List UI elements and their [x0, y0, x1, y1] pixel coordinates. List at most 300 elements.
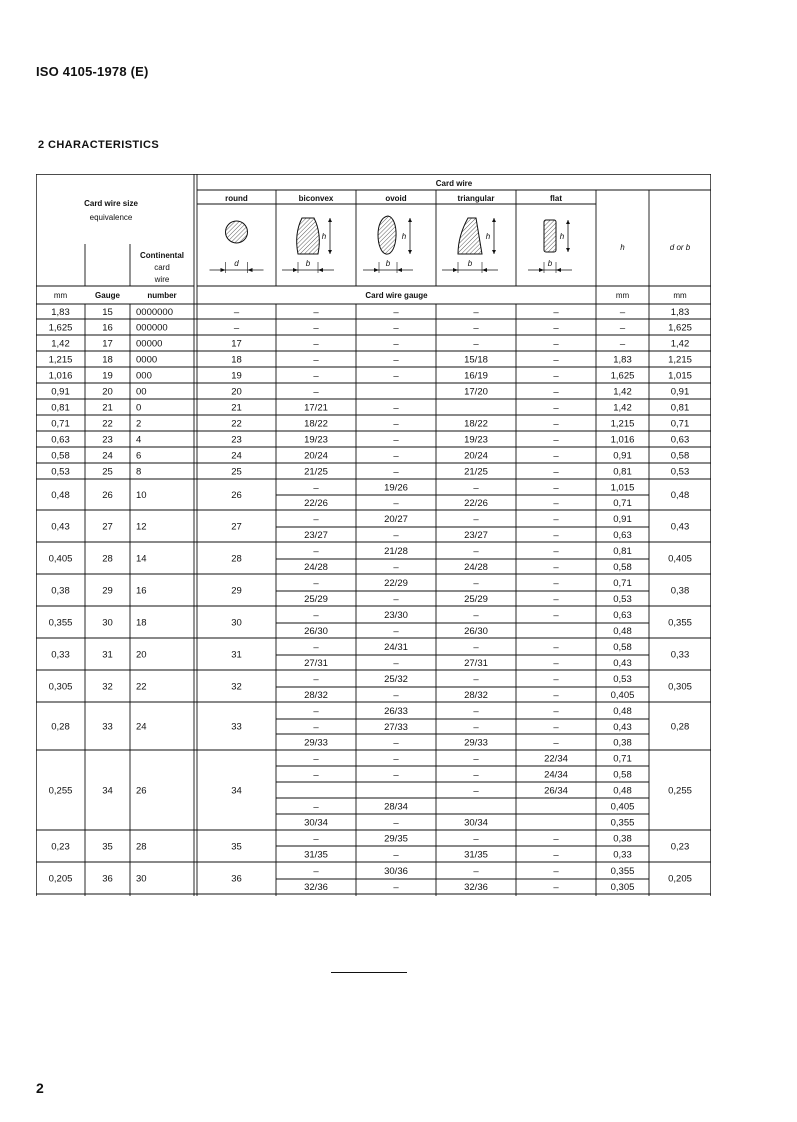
triangular-cell: 20/24 [464, 450, 488, 462]
biconvex-cell: 29/33 [304, 737, 328, 749]
flat-cell: – [553, 610, 559, 621]
flat-cell: – [553, 498, 559, 509]
biconvex-cell: 28/32 [304, 690, 328, 701]
d-or-b-cell: 0,58 [670, 450, 690, 462]
d-or-b-cell: 1,625 [668, 322, 692, 334]
h-cell: 0,58 [613, 769, 632, 781]
d-or-b-cell: 0,305 [668, 681, 692, 693]
gauge-cell: 25 [102, 466, 113, 478]
triangular-cell: – [473, 833, 479, 845]
flat-cell: – [553, 594, 559, 605]
biconvex-cell: – [313, 370, 319, 382]
h-cell: 0,355 [610, 817, 635, 829]
dimension-arrow [453, 268, 458, 272]
d-or-b-header: d or b [669, 243, 691, 252]
ovoid-cell: – [393, 466, 399, 478]
dimension-label-w: b [305, 259, 311, 268]
continental-number-cell: 14 [136, 553, 147, 565]
h-cell: 0,91 [613, 450, 632, 462]
ovoid-cell: – [393, 402, 399, 414]
continental-number-cell: 000000 [136, 322, 168, 334]
biconvex-cell: 32/36 [304, 882, 328, 893]
page-number: 2 [36, 1080, 44, 1096]
continental-number-cell: 10 [136, 490, 147, 501]
gauge-cell: 24 [102, 450, 113, 462]
h-cell: 0,58 [613, 642, 632, 653]
biconvex-cell: – [313, 546, 319, 557]
h-cell: 1,215 [610, 418, 635, 430]
ovoid-cell: 28/34 [384, 801, 408, 813]
dimension-arrow [539, 268, 544, 272]
round-wire-shape [226, 221, 248, 243]
dimension-arrow [408, 250, 412, 254]
gauge-cell: 20 [102, 386, 113, 398]
dimension-arrow [566, 220, 570, 224]
biconvex-cell: 22/26 [304, 498, 328, 509]
biconvex-cell: 26/30 [304, 626, 328, 637]
biconvex-wire-shape [297, 218, 320, 254]
gauge-cell: 36 [102, 873, 113, 885]
continental-number-cell: 30 [136, 873, 147, 885]
dimension-label-w: b [385, 259, 391, 268]
triangular-cell: – [473, 753, 479, 765]
round-cell: 19 [231, 370, 242, 382]
triangular-cell: – [473, 866, 479, 877]
mm-unit-header: mm [53, 291, 68, 300]
h-header: h [620, 243, 625, 252]
biconvex-cell: 24/28 [304, 562, 328, 573]
h-cell: 0,53 [613, 674, 632, 685]
ovoid-cell: – [393, 322, 399, 334]
h-cell: 1,83 [613, 354, 632, 366]
round-cell: 20 [231, 386, 242, 398]
triangular-cell: 17/20 [464, 386, 488, 398]
h-cell: 0,63 [613, 530, 632, 541]
flat-cell: – [553, 642, 559, 653]
d-or-b-cell: 0,81 [670, 402, 690, 414]
dimension-label-h: h [401, 232, 407, 241]
flat-cell: – [553, 322, 559, 334]
biconvex-cell: – [313, 354, 319, 366]
ovoid-cell: – [393, 817, 399, 829]
dimension-arrow [293, 268, 298, 272]
biconvex-cell: 20/24 [304, 450, 328, 462]
biconvex-cell: – [313, 338, 319, 350]
ovoid-cell: – [393, 530, 399, 541]
flat-cell: 24/34 [544, 769, 568, 781]
ovoid-cell: 30/36 [384, 866, 408, 877]
triangular-cell: – [473, 482, 479, 494]
biconvex-cell: 21/25 [304, 466, 328, 478]
d-or-b-cell: 0,48 [670, 490, 690, 501]
continental-number-cell: 20 [136, 649, 147, 661]
biconvex-cell: – [313, 722, 319, 733]
dimension-label-h: h [321, 232, 327, 241]
mm-cell: 0,71 [51, 418, 70, 430]
round-cell: 25 [231, 466, 242, 478]
h-cell: 1,015 [610, 482, 635, 494]
d-or-b-cell: 0,38 [670, 585, 690, 597]
ovoid-cell: – [393, 562, 399, 573]
table-grid [36, 174, 711, 896]
ovoid-cell: 19/26 [384, 482, 408, 494]
dimension-arrow [374, 268, 379, 272]
ovoid-cell: 20/27 [384, 514, 408, 525]
ovoid-cell: – [393, 753, 399, 765]
h-cell: 1,625 [610, 370, 635, 382]
document-header: ISO 4105-1978 (E) [36, 64, 149, 79]
h-cell: 0,43 [613, 722, 632, 733]
ovoid-cell: 25/32 [384, 674, 408, 685]
biconvex-cell: – [313, 386, 319, 398]
mm-cell: 0,53 [51, 466, 70, 478]
dimension-arrow [397, 268, 402, 272]
round-cell: 17 [231, 338, 242, 350]
d-or-b-unit-header: mm [673, 291, 687, 300]
triangular-cell: 22/26 [464, 498, 488, 509]
triangular-cell: 19/23 [464, 434, 488, 446]
round-cell: 28 [231, 553, 242, 565]
dimension-label-h: h [559, 232, 565, 241]
d-or-b-cell: 0,91 [670, 386, 690, 398]
flat-cell: – [553, 434, 559, 446]
h-cell: 0,48 [613, 706, 632, 717]
mm-cell: 0,28 [51, 721, 70, 733]
round-cell: 36 [231, 873, 242, 885]
triangular-cell: – [473, 674, 479, 685]
gauge-cell: 34 [102, 785, 113, 797]
biconvex-cell: 25/29 [304, 594, 328, 605]
continental-number-cell: 26 [136, 785, 147, 797]
h-cell: 0,81 [613, 546, 632, 557]
ovoid-cell: – [393, 882, 399, 893]
section-title: 2 CHARACTERISTICS [38, 139, 160, 151]
continental-label: wire [154, 275, 170, 284]
biconvex-cell: – [313, 610, 319, 621]
gauge-cell: 35 [102, 841, 113, 853]
dimension-arrow [492, 250, 496, 254]
gauge-cell: 19 [102, 370, 113, 382]
ovoid-cell: – [393, 737, 399, 749]
h-cell: 0,38 [613, 833, 632, 845]
flat-cell: – [553, 418, 559, 430]
dimension-arrow [328, 250, 332, 254]
biconvex-cell: 30/34 [304, 817, 328, 829]
d-or-b-cell: 0,355 [668, 617, 692, 629]
flat-cell: – [553, 578, 559, 589]
flat-cell: – [553, 370, 559, 382]
ovoid-cell: 26/33 [384, 706, 408, 717]
gauge-cell: 30 [102, 617, 113, 629]
round-cell: – [233, 307, 240, 318]
continental-number-cell: 6 [136, 450, 142, 462]
continental-number-cell: 4 [136, 434, 142, 446]
triangular-cell: – [473, 322, 479, 334]
biconvex-cell: 23/27 [304, 530, 328, 541]
gauge-header: Gauge [95, 291, 120, 300]
d-or-b-cell: 1,215 [668, 354, 692, 366]
mm-cell: 0,255 [48, 785, 73, 797]
dimension-label-h: h [485, 232, 491, 241]
triangular-cell: – [473, 338, 479, 350]
triangular-cell: 16/19 [464, 370, 488, 382]
h-cell: 0,71 [613, 498, 632, 509]
flat-cell: – [553, 737, 559, 749]
biconvex-cell: – [313, 674, 319, 685]
triangular-header: triangular [457, 194, 495, 203]
ovoid-cell: – [393, 498, 399, 509]
flat-cell: – [553, 546, 559, 557]
h-cell: 0,405 [610, 690, 635, 701]
h-cell: 1,42 [613, 402, 632, 414]
h-unit-header: mm [615, 291, 630, 300]
continental-number-cell: 16 [136, 585, 147, 597]
biconvex-cell: – [313, 706, 319, 717]
flat-cell: – [553, 658, 559, 669]
h-cell: 0,48 [613, 785, 632, 797]
triangular-cell: – [473, 578, 479, 589]
h-cell: 0,91 [613, 514, 632, 525]
biconvex-cell: 18/22 [304, 418, 328, 430]
biconvex-cell: – [313, 514, 319, 525]
ovoid-cell: – [393, 658, 399, 669]
biconvex-cell: – [313, 578, 319, 589]
continental-number-cell: 000 [136, 370, 152, 382]
h-cell: 0,405 [610, 801, 635, 813]
ovoid-wire-shape [378, 216, 396, 254]
continental-number-cell: 22 [136, 681, 147, 693]
dimension-arrow [566, 248, 570, 252]
mm-cell: 0,205 [48, 873, 73, 885]
ovoid-cell: – [393, 338, 399, 350]
mm-cell: 1,625 [48, 322, 73, 334]
mm-cell: 0,63 [51, 434, 70, 446]
gauge-cell: 31 [102, 649, 113, 661]
h-cell: 0,53 [613, 594, 632, 605]
h-cell: 0,63 [613, 610, 632, 621]
flat-cell: – [553, 354, 559, 366]
biconvex-header: biconvex [298, 194, 334, 203]
biconvex-cell: – [313, 642, 319, 653]
mm-cell: 0,38 [51, 585, 70, 597]
d-or-b-cell: 0,405 [668, 553, 692, 565]
h-cell: 0,48 [613, 626, 632, 637]
ovoid-cell: – [393, 769, 399, 781]
d-or-b-cell: 0,28 [670, 721, 690, 733]
equiv-subtitle: equivalence [89, 213, 133, 222]
h-cell: – [619, 307, 626, 318]
triangular-cell: 26/30 [464, 626, 488, 637]
triangular-cell: – [473, 785, 479, 797]
d-or-b-cell: 1,015 [668, 370, 692, 382]
h-cell: 0,71 [613, 753, 632, 765]
triangular-cell: 32/36 [464, 882, 488, 893]
d-or-b-cell: 0,71 [670, 418, 690, 430]
round-cell: 33 [231, 721, 242, 733]
ovoid-cell: – [393, 370, 399, 382]
mm-cell: 1,83 [51, 307, 70, 318]
triangular-cell: 24/28 [464, 562, 488, 573]
continental-number-cell: 0000000 [136, 307, 173, 318]
round-cell: 29 [231, 585, 242, 597]
dimension-arrow [318, 268, 323, 272]
dimension-label-w: d [234, 259, 239, 268]
ovoid-cell: 24/31 [384, 642, 408, 653]
flat-cell: – [553, 482, 559, 494]
biconvex-cell: – [313, 833, 319, 845]
flat-cell: – [553, 402, 559, 414]
biconvex-cell: 17/21 [304, 402, 328, 414]
ovoid-cell: – [393, 690, 399, 701]
round-cell: 18 [231, 354, 242, 366]
d-or-b-cell: 0,205 [668, 873, 692, 885]
ovoid-cell: 29/35 [384, 833, 408, 845]
triangular-cell: – [473, 610, 479, 621]
flat-cell: – [553, 338, 559, 350]
d-or-b-cell: 0,53 [670, 466, 690, 478]
h-cell: 0,38 [613, 737, 632, 749]
gauge-cell: 27 [102, 521, 113, 533]
flat-cell: – [553, 674, 559, 685]
round-cell: 31 [231, 649, 242, 661]
card-wire-characteristics-table [36, 174, 711, 896]
h-cell: 0,58 [613, 562, 632, 573]
d-or-b-cell: 0,63 [670, 434, 690, 446]
ovoid-cell: – [393, 354, 399, 366]
dimension-label-w: b [547, 259, 553, 268]
round-cell: 34 [231, 785, 242, 797]
flat-cell: – [553, 706, 559, 717]
triangular-cell: – [473, 514, 479, 525]
round-cell: 21 [231, 402, 242, 414]
gauge-cell: 16 [102, 322, 113, 334]
dimension-arrow [221, 268, 226, 272]
flat-cell: – [553, 849, 559, 861]
biconvex-cell: – [313, 866, 319, 877]
d-or-b-cell: 1,83 [670, 307, 690, 318]
dimension-arrow [482, 268, 487, 272]
flat-cell: – [553, 530, 559, 541]
flat-cell: – [553, 866, 559, 877]
triangular-cell: 31/35 [464, 849, 488, 861]
dimension-arrow [492, 218, 496, 222]
continental-number-cell: 0000 [136, 354, 158, 366]
triangular-cell: 15/18 [464, 354, 488, 366]
ovoid-cell: – [393, 450, 399, 462]
d-or-b-cell: 0,255 [668, 785, 692, 797]
triangular-cell: 29/33 [464, 737, 488, 749]
triangular-cell: – [473, 642, 479, 653]
biconvex-cell: – [313, 307, 319, 318]
gauge-cell: 21 [102, 402, 113, 414]
biconvex-cell: – [313, 753, 319, 765]
gauge-cell: 17 [102, 338, 113, 350]
continental-number-cell: 28 [136, 841, 147, 853]
flat-cell: 26/34 [544, 785, 568, 797]
ovoid-header: ovoid [385, 194, 407, 203]
h-cell: 0,81 [613, 466, 632, 478]
dimension-arrow [328, 218, 332, 222]
round-cell: 30 [231, 617, 242, 629]
mm-cell: 0,405 [48, 553, 73, 565]
triangular-cell: – [473, 722, 479, 733]
biconvex-cell: – [313, 769, 319, 781]
continental-number-cell: 12 [136, 521, 147, 533]
biconvex-cell: – [313, 482, 319, 494]
number-header: number [147, 291, 177, 300]
dimension-arrow [248, 268, 253, 272]
ovoid-cell: – [393, 626, 399, 637]
biconvex-cell: 19/23 [304, 434, 328, 446]
triangular-cell: 21/25 [464, 466, 488, 478]
flat-cell: – [553, 514, 559, 525]
h-cell: 0,33 [613, 849, 632, 861]
flat-wire-shape [544, 220, 556, 252]
mm-cell: 0,23 [51, 841, 70, 853]
ovoid-cell: – [393, 849, 399, 861]
ovoid-cell: – [393, 434, 399, 446]
h-cell: 0,355 [610, 866, 635, 877]
ovoid-cell: – [393, 418, 399, 430]
continental-number-cell: 0 [136, 402, 142, 414]
biconvex-cell: – [313, 801, 319, 813]
triangular-wire-shape [458, 218, 482, 254]
d-or-b-cell: 0,43 [670, 521, 690, 533]
gauge-cell: 33 [102, 721, 113, 733]
round-header: round [225, 194, 248, 203]
round-cell: 22 [231, 418, 242, 430]
h-cell: 1,016 [610, 434, 635, 446]
triangular-cell: – [473, 307, 479, 318]
gauge-cell: 22 [102, 418, 113, 430]
round-cell: 26 [231, 490, 242, 501]
round-cell: 23 [231, 434, 242, 446]
continental-number-cell: 2 [136, 418, 142, 430]
flat-cell: – [553, 722, 559, 733]
dimension-label-w: b [467, 259, 473, 268]
flat-cell: – [553, 466, 559, 478]
gauge-cell: 23 [102, 434, 113, 446]
h-cell: 1,42 [613, 386, 632, 398]
flat-cell: – [553, 386, 559, 398]
biconvex-cell: 27/31 [304, 658, 328, 669]
d-or-b-cell: 0,33 [670, 649, 690, 661]
gauge-cell: 26 [102, 490, 113, 501]
mm-cell: 0,355 [48, 617, 73, 629]
mm-cell: 1,215 [48, 354, 73, 366]
continental-number-cell: 24 [136, 721, 147, 733]
triangular-cell: 27/31 [464, 658, 488, 669]
flat-cell: – [553, 690, 559, 701]
triangular-cell: – [473, 769, 479, 781]
flat-cell: – [553, 833, 559, 845]
ovoid-cell: – [393, 307, 399, 318]
ovoid-cell: 22/29 [384, 578, 408, 589]
round-cell: – [233, 322, 240, 334]
dimension-arrow [408, 218, 412, 222]
mm-cell: 0,58 [51, 450, 70, 462]
h-cell: – [619, 322, 626, 334]
d-or-b-cell: 0,23 [670, 841, 690, 853]
h-cell: 0,43 [613, 658, 632, 669]
triangular-cell: 18/22 [464, 418, 488, 430]
gauge-cell: 28 [102, 553, 113, 565]
continental-number-cell: 00000 [136, 338, 163, 350]
flat-cell: 22/34 [544, 753, 568, 765]
gauge-cell: 18 [102, 354, 113, 366]
card-wire-header: Card wire [435, 179, 473, 188]
continental-number-cell: 8 [136, 466, 142, 478]
